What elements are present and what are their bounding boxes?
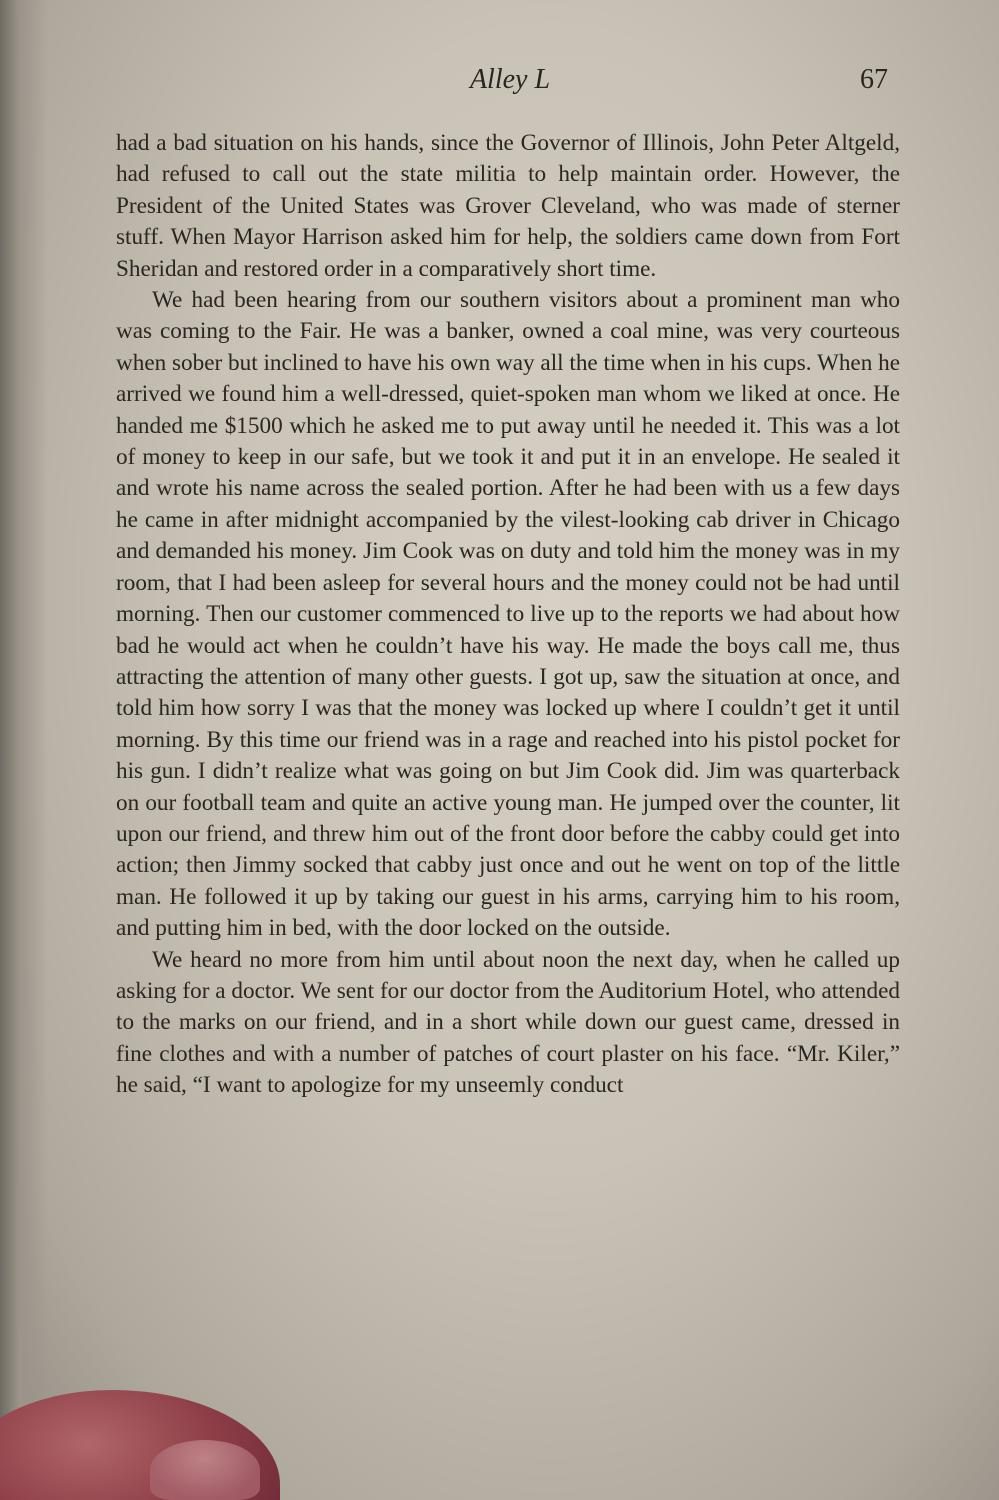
paragraph-continuation: had a bad situation on his hands, since the Governor of Illinois, John Peter Altgeld, had refused to call out the state militia to help maintain order. However, the President of the United States was Grover Cleveland, who was made of sterner stuff. When Mayor Harrison asked him for help, the soldiers came down from Fort Sheridan and restored order in a comparatively short time. — [116, 130, 900, 282]
page-header — [0, 64, 999, 104]
running-title: Alley L — [469, 64, 551, 95]
paragraph-apology: We heard no more from him until about noon the next day, when he called up asking for a doctor. We sent for our doctor from the Auditorium Hotel, who attended to the marks on our friend, and in a short while down our guest came, dressed in fine clothes and with a number of patches of court plaster on his face. “Mr. Kiler,” he said, “I want to apologize for my unseemly conduct — [116, 946, 900, 1099]
page-gutter-shadow — [0, 0, 48, 1500]
page-number: 67 — [860, 64, 888, 95]
paragraph-banker-story: We had been hearing from our southern visitors about a prominent man who was coming to the Fair. He was a banker, owned a coal mine, was very courteous when sober but inclined to have his own way all the time when in his cups. When he arrived we found him a well-dressed, quiet-spoken man whom we liked at once. He handed me $1500 which he asked me to put away until he needed it. This was a lot of money to keep in our safe, but we took it and put it in an envelope. He sealed it and wrote his name across the sealed portion. After he had been with us a few days he came in after midnight accompanied by the vilest-looking cab driver in Chicago and demanded his money. Jim Cook was on duty and told him the money was in my room, that I had been asleep for several hours and the money could not be had until morning. Then our customer commenced to live up to the reports we had about how bad he would act when he couldn’t have his way. He made the boys call me, thus attracting the attention of many other guests. I got up, saw the situation at once, and told him how sorry I was that the money was locked up where I couldn’t get it until morning. By this time our friend was in a rage and reached into his pistol pocket for his gun. I didn’t realize what was going on but Jim Cook did. Jim was quarterback on our football team and quite an active young man. He jumped over the counter, lit upon our friend, and threw him out of the front door before the cabby could get into action; then Jimmy socked that cabby just once and out he went on top of the little man. He followed it up by taking our guest in his arms, carrying him to his room, and putting him in bed, with the door locked on the outside. — [116, 287, 900, 942]
body-text — [116, 128, 900, 1102]
thumbnail-image — [150, 1440, 260, 1500]
